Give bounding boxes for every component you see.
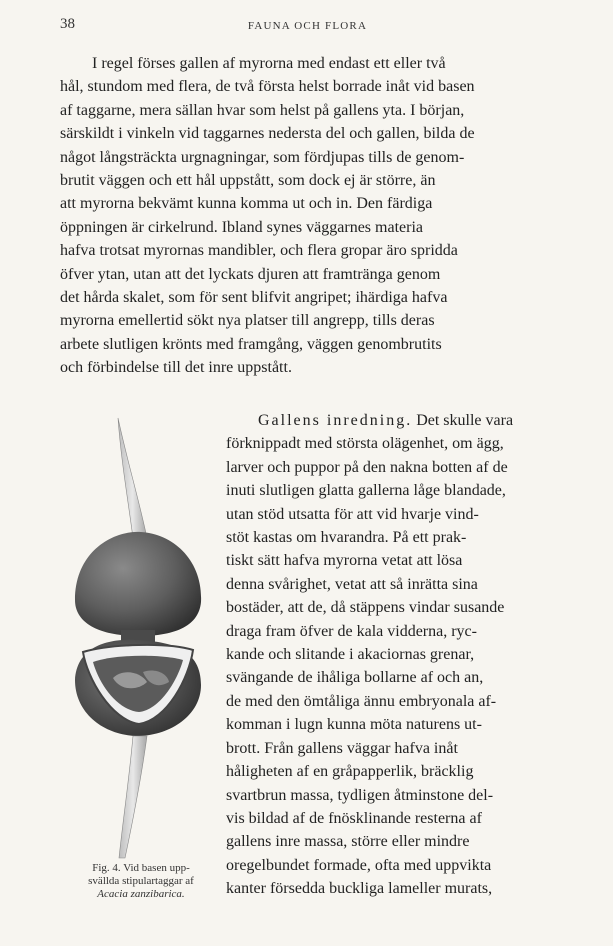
- paragraph-line: gallens inre massa, större eller mindre: [226, 833, 470, 851]
- paragraph-line: brutit väggen och ett hål uppstått, som dock ej är större, än: [60, 172, 436, 190]
- paragraph-line: öfver ytan, utan att det lyckats djuren att framtränga genom: [60, 265, 441, 283]
- figure-acacia-gall: [55, 410, 220, 860]
- section-heading: Gallens inredning.: [258, 412, 413, 429]
- paragraph-line: svängande de ihåliga bollarne af och an,: [226, 669, 484, 687]
- paragraph-line: inuti slutligen glatta gallerna låge blandade,: [226, 482, 506, 500]
- paragraph-line-rest: Det skulle vara: [412, 412, 514, 429]
- paragraph-line: af taggarne, mera sällan hvar som helst på gallens yta. I början,: [60, 101, 465, 119]
- paragraph-line: oregelbundet formade, ofta med uppvikta: [226, 856, 492, 874]
- gall-illustration: [55, 410, 220, 860]
- paragraph-line: arbete slutligen krönts med framgång, väggen genombrutits: [60, 335, 442, 353]
- paragraph-line: kande och slitande i akaciornas grenar,: [226, 646, 475, 664]
- paragraph-line: denna svårighet, vetat att så inrätta sina: [226, 575, 478, 593]
- paragraph-line: håligheten af en gråpapperlik, bräcklig: [226, 763, 474, 781]
- paragraph-line: brott. Från gallens väggar hafva inåt: [226, 739, 458, 757]
- paragraph-line: förknippadt med största olägenhet, om ägg,: [226, 435, 504, 453]
- body-paragraph-1: [60, 52, 552, 380]
- paragraph-line: kanter försedda buckliga lameller murats,: [226, 880, 493, 898]
- paragraph-line: öppningen är cirkelrund. Ibland synes väggarnes materia: [60, 218, 423, 236]
- paragraph-line: och förbindelse till det inre uppstått.: [60, 359, 292, 377]
- paragraph-line: utan stöd utsatta för att vid hvarje vind-: [226, 505, 479, 523]
- paragraph-line: svartbrun massa, tydligen åtminstone del-: [226, 786, 494, 804]
- caption-species: Acacia zanzibarica.: [97, 888, 185, 900]
- paragraph-line: något långsträckta urgnagningar, som fördjupas tills de genom-: [60, 148, 465, 166]
- paragraph-line: hafva trotsat myrornas mandibler, och flera gropar äro spridda: [60, 242, 458, 260]
- paragraph-line: vis bildad af de fnösklinande resterna af: [226, 809, 482, 827]
- paragraph-line: de med den ömtåliga ännu embryonala af-: [226, 692, 497, 710]
- paragraph-line: särskildt i vinkeln vid taggarnes nedersta del och gallen, bilda de: [60, 125, 475, 143]
- page-number: 38: [60, 16, 75, 32]
- paragraph-line: bostäder, att de, då stäppens vindar susande: [226, 599, 505, 617]
- paragraph-line: att myrorna bekvämt kunna komma ut och in. Den färdiga: [60, 195, 433, 213]
- running-head: FAUNA OCH FLORA: [247, 20, 368, 32]
- paragraph-line: komman i lugn kunna möta naturens ut-: [226, 716, 482, 734]
- caption-line: svällda stipulartaggar af: [88, 875, 194, 887]
- paragraph-line: stöt kastas om hvarandra. På ett prak-: [226, 529, 467, 547]
- paragraph-first-line: [226, 409, 553, 432]
- paragraph-line: larver och puppor på den nakna botten af de: [226, 458, 508, 476]
- paragraph-line: det hårda skalet, som för sent blifvit angripet; ihärdiga hafva: [60, 289, 448, 307]
- page-header: [60, 16, 555, 38]
- paragraph-line: myrorna emellertid sökt nya platser till angrepp, tills deras: [60, 312, 435, 330]
- paragraph-line: hål, stundom med flera, de två första helst borrade inåt vid basen: [60, 78, 475, 96]
- paragraph-line: draga fram öfver de kala vidderna, ryc-: [226, 622, 477, 640]
- paragraph-line: tiskt sätt hafva myrorna vetat att lösa: [226, 552, 463, 570]
- body-paragraph-2: [226, 409, 553, 901]
- figure-caption: [60, 862, 222, 901]
- caption-line: Fig. 4. Vid basen upp-: [92, 862, 190, 874]
- paragraph-line: I regel förses gallen af myrorna med endast ett eller två: [92, 55, 446, 72]
